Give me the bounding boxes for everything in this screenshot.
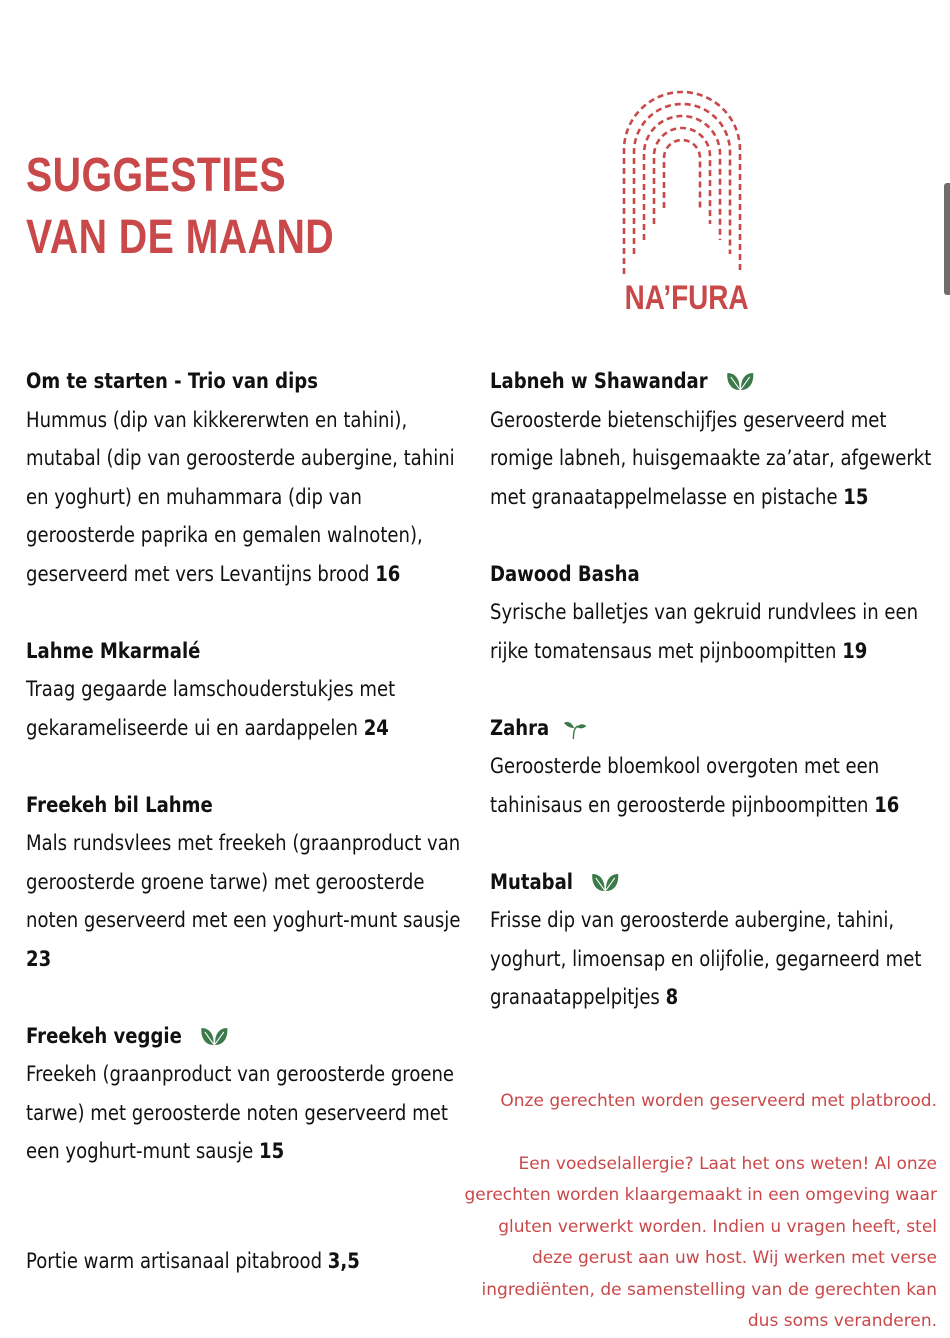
dish-price: 16 (874, 792, 900, 817)
dish-description: Mals rundsvlees met freekeh (graanproduct van geroosterde groene tarwe) met geroosterde noten geserveerd met een yoghurt-munt sausje 23 (26, 831, 461, 971)
dish-name: Lahme Mkarmalé (26, 638, 201, 663)
dish-name: Zahra (490, 709, 868, 748)
vegetarian-leaf-icon (590, 871, 621, 893)
dish-price: 15 (843, 484, 869, 509)
allergy-note: Een voedselallergie? Laat het ons weten! Al onze gerechten worden klaargemaakt in een omgeving waar gluten verwerkt worden. Indien u vragen heeft, stel deze gerust aan uw host. Wij werken met verse ingrediënten, de samenstelling van de gerechten kan dus soms veranderen. (464, 1153, 937, 1331)
page-title (26, 145, 334, 269)
arch-logo-icon (612, 84, 752, 279)
menu-item (490, 709, 930, 825)
dish-price: 8 (665, 985, 679, 1009)
menu-notes (457, 1086, 937, 1338)
nafura-logo (612, 84, 752, 324)
dish-price: 16 (375, 561, 401, 586)
dish-name: Om te starten - Trio van dips (26, 369, 318, 393)
menu-item (490, 863, 930, 1017)
scrollbar-thumb[interactable] (944, 183, 950, 295)
dish-description: Geroosterde bloemkool overgoten met een tahinisaus en geroosterde pijnboompitten 16 (490, 754, 900, 817)
dish-description: Hummus (dip van kikkererwten en tahini), mutabal (dip van geroosterde aubergine, tahini en yoghurt) en muhammara (dip van geroosterde paprika en gemalen walnoten), geserveerd met vers Levantijns brood 16 (26, 407, 455, 586)
dish-price: 23 (26, 946, 52, 971)
dish-name: Freekeh veggie (26, 1017, 413, 1056)
menu-column-right (490, 362, 930, 1017)
vegetarian-leaf-icon (199, 1025, 230, 1047)
extra-price: 3,5 (327, 1249, 360, 1273)
vegan-sprout-icon (563, 716, 587, 740)
dish-name: Dawood Basha (490, 561, 640, 586)
page-title-line-1: SUGGESTIES (26, 149, 287, 202)
menu-item (490, 555, 930, 671)
menu-item (26, 362, 476, 593)
menu-item (26, 632, 476, 748)
vegetarian-leaf-icon (725, 370, 756, 392)
menu-column-left (26, 362, 476, 1171)
dish-description: Geroosterde bietenschijfjes geserveerd met romige labneh, huisgemaakte za’atar, afgewerkt met granaatappelmelasse en pistache 15 (490, 407, 932, 509)
dish-name: Labneh w Shawandar (490, 362, 868, 401)
dish-price: 24 (363, 715, 389, 740)
dish-description: Freekeh (graanproduct van geroosterde groene tarwe) met geroosterde noten geserveerd met een yoghurt-munt sausje 15 (26, 1062, 455, 1163)
dish-description: Frisse dip van geroosterde aubergine, tahini, yoghurt, limoensap en olijfolie, gegarneerd met granaatappelpitjes 8 (490, 908, 922, 1009)
menu-item (26, 786, 476, 979)
flatbread-note: Onze gerechten worden geserveerd met platbrood. (500, 1091, 937, 1111)
dish-description: Syrische balletjes van gekruid rundvlees in een rijke tomatensaus met pijnboompitten 19 (490, 600, 919, 663)
dish-name: Freekeh bil Lahme (26, 792, 213, 817)
dish-name: Mutabal (490, 863, 868, 902)
dish-price: 15 (259, 1139, 285, 1163)
menu-item (26, 1017, 476, 1171)
dish-description: Traag gegaarde lamschouderstukjes met gekarameliseerde ui en aardappelen 24 (26, 677, 396, 740)
extra-label: Portie warm artisanaal pitabrood (26, 1249, 323, 1273)
menu-item (490, 362, 930, 516)
page-title-line-2: VAN DE MAAND (26, 211, 335, 264)
logo-wordmark: NA’FURA (624, 279, 749, 317)
extra-pitabread (26, 1243, 360, 1279)
dish-price: 19 (842, 638, 868, 663)
